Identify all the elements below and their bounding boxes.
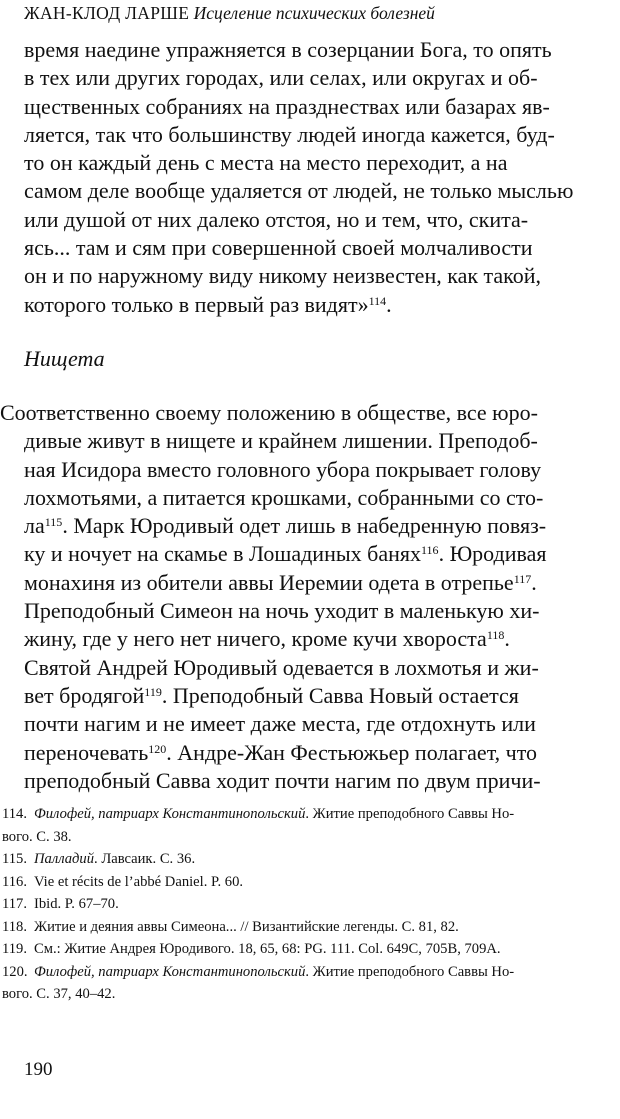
footnote-text: . Житие преподобного Саввы Но- bbox=[305, 806, 515, 822]
footnote-item bbox=[2, 848, 614, 871]
footnote-item bbox=[2, 871, 614, 894]
footnote-ref: 119 bbox=[144, 684, 162, 699]
text-line bbox=[24, 512, 616, 540]
text-line: ясь... там и сям при совершенной своей молчаливости bbox=[24, 235, 533, 261]
footnote-number: 119. bbox=[2, 941, 27, 957]
text-line bbox=[24, 540, 616, 568]
footnote-continuation: вого. С. 38. bbox=[2, 828, 72, 845]
text-line bbox=[24, 597, 616, 625]
text-segment: переночевать bbox=[24, 739, 149, 765]
footnote-number: 116. bbox=[2, 873, 27, 890]
text-segment: . Марк Юродивый одет лишь в набедренную повяз- bbox=[62, 513, 547, 539]
text-line bbox=[24, 484, 616, 512]
footnote-author: Филофей, патриарх Константинопольский bbox=[34, 806, 306, 822]
footnote-text: См.: Житие Андрея Юродивого. 18, 65, 68: PG. 111. Col. 649C, 705B, 709A. bbox=[34, 941, 501, 957]
text-line: самом деле вообще удаляется от людей, не только мыслью bbox=[24, 178, 574, 204]
text-line: в тех или других городах, или селах, или округах и об- bbox=[24, 65, 538, 91]
text-line bbox=[24, 654, 616, 682]
running-head bbox=[24, 2, 614, 24]
text-segment: . Юродивая bbox=[438, 541, 547, 567]
footnote-ref: 115 bbox=[44, 515, 63, 530]
text-segment: вет бродягой bbox=[24, 682, 145, 708]
footnote-number: 117. bbox=[2, 896, 27, 912]
footnote-number: 114. bbox=[2, 806, 27, 822]
text-segment: ку и ночует на скамье в Лошадиных банях bbox=[24, 541, 421, 567]
text-line bbox=[0, 399, 616, 427]
running-head-author: ЖАН-КЛОД ЛАРШЕ bbox=[24, 3, 190, 23]
text-line: то он каждый день с места на место переходит, а на bbox=[24, 150, 508, 176]
text-segment: ла bbox=[24, 513, 45, 539]
paragraph-poverty bbox=[0, 399, 616, 795]
footnote-author: Палладий bbox=[34, 851, 95, 867]
text-line bbox=[24, 625, 616, 653]
text-segment: преподобный Савва ходит почти нагим по двум причи- bbox=[24, 767, 541, 793]
footnote-item bbox=[2, 938, 614, 961]
text-line: щественных собраниях на празднествах или базарах яв- bbox=[24, 93, 550, 119]
text-segment: дивые живут в нищете и крайнем лишении. Преподоб- bbox=[24, 428, 538, 454]
footnote-continuation: вого. С. 37, 40–42. bbox=[2, 986, 116, 1002]
text-segment: ная Исидора вместо головного убора покрывает голову bbox=[24, 456, 542, 482]
footnotes bbox=[2, 803, 614, 1006]
text-segment: лохмотьями, а питается крошками, собранными со сто- bbox=[24, 484, 544, 510]
footnote-number: 115. bbox=[2, 851, 27, 867]
text-segment: . bbox=[504, 626, 510, 652]
text-line bbox=[24, 767, 616, 795]
footnote-item bbox=[2, 893, 614, 916]
footnote-ref: 116 bbox=[421, 543, 439, 558]
footnote-ref: 117 bbox=[513, 571, 532, 586]
text-segment: Преподобный Симеон на ночь уходит в маленькую хи- bbox=[24, 598, 540, 624]
footnote-text: Vie et récits de l’abbé Daniel. P. 60. bbox=[34, 873, 244, 890]
text-segment: Святой Андрей Юродивый одевается в лохмотья и жи- bbox=[24, 654, 539, 680]
footnote-text: . Житие преподобного Саввы Но- bbox=[305, 963, 515, 980]
text-segment: монахиня из обители аввы Иеремии одета в отрепье bbox=[24, 569, 514, 595]
footnote-item bbox=[2, 803, 614, 826]
text-line bbox=[24, 456, 616, 484]
page-number: 190 bbox=[24, 1059, 53, 1080]
footnote-text: . Лавсаик. С. 36. bbox=[94, 851, 196, 867]
footnote-text: Житие и деяния аввы Симеона... // Византийские легенды. С. 81, 82. bbox=[34, 918, 459, 935]
text-line bbox=[24, 569, 616, 597]
text-segment: Соответственно своему положению в обществе, все юро- bbox=[0, 399, 538, 425]
text-line: ляется, так что большинству людей иногда кажется, буд- bbox=[24, 121, 555, 147]
text-line-last bbox=[24, 291, 616, 319]
footnote-ref: 114 bbox=[368, 293, 387, 308]
text-line: он и по наружному виду никому неизвестен, как такой, bbox=[24, 263, 542, 289]
text-line: время наедине упражняется в созерцании Бога, то опять bbox=[24, 37, 552, 62]
footnote-text: Ibid. P. 67–70. bbox=[34, 896, 119, 912]
text-segment: . Андре-Жан Фестьюжьер полагает, что bbox=[166, 739, 538, 765]
footnote-item bbox=[2, 961, 614, 984]
text-line bbox=[24, 710, 616, 738]
footnote-ref: 120 bbox=[148, 741, 167, 756]
text-segment: . bbox=[531, 569, 537, 595]
text-segment: почти нагим и не имеет даже места, где отдохнуть или bbox=[24, 711, 536, 737]
text-line: которого только в первый раз видят» bbox=[24, 291, 369, 317]
text-line: или душой от них далеко отстоя, но и тем, что, скита- bbox=[24, 206, 529, 232]
footnote-number: 118. bbox=[2, 918, 27, 935]
footnote-item bbox=[2, 916, 614, 939]
paragraph-quote-continuation bbox=[24, 36, 616, 319]
text-segment: . Преподобный Савва Новый остается bbox=[161, 682, 519, 708]
running-head-title: Исцеление психических болезней bbox=[193, 3, 435, 23]
text-line bbox=[24, 682, 616, 710]
footnote-number: 120. bbox=[2, 963, 28, 980]
footnote-ref: 118 bbox=[486, 628, 505, 643]
body-text bbox=[0, 36, 616, 795]
text-segment: жину, где у него нет ничего, кроме кучи хвороста bbox=[24, 626, 487, 652]
text-line bbox=[24, 427, 616, 455]
text-line bbox=[24, 739, 616, 767]
section-heading: Нищета bbox=[24, 345, 105, 371]
footnote-author: Филофей, патриарх Константинопольский bbox=[34, 963, 306, 980]
text-end: . bbox=[386, 291, 392, 317]
